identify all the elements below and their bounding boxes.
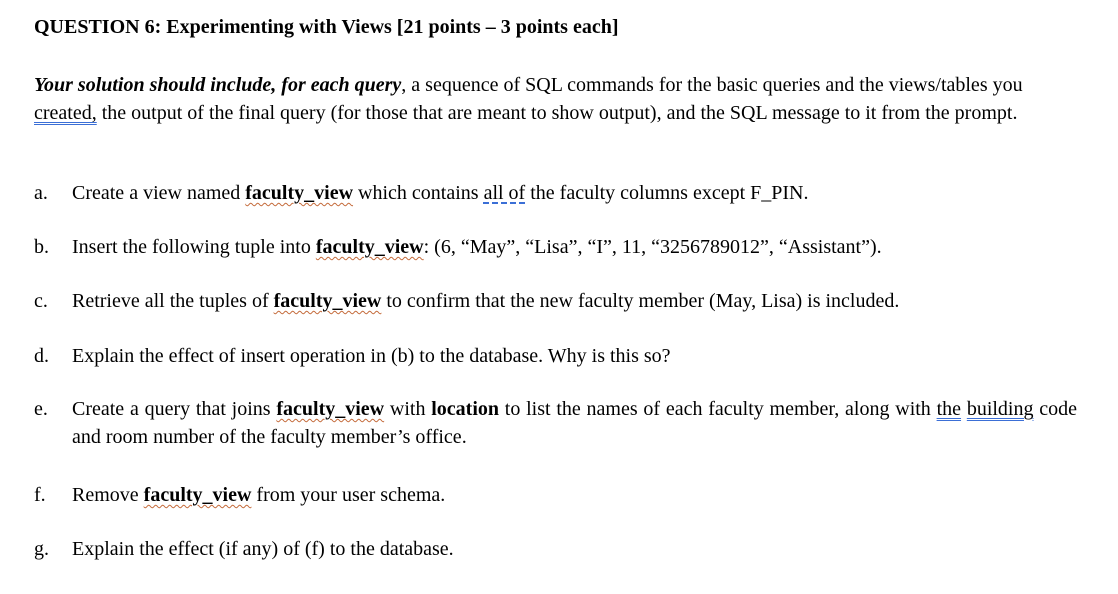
item-letter-b: b. <box>34 236 49 258</box>
spellcheck-faculty-view[interactable]: faculty_view <box>273 290 382 312</box>
list-item-e <box>34 395 1084 451</box>
item-letter-d: d. <box>34 345 49 367</box>
instructions-text-2: the output of the final query (for those that are meant to show output), and the SQL message to it from the prompt. <box>96 102 1018 124</box>
instructions-paragraph <box>34 71 1034 127</box>
item-text-d: Explain the effect of insert operation in (b) to the database. Why is this so? <box>72 345 671 367</box>
item-f-text-pre: Remove <box>72 484 144 506</box>
location-table-name: location <box>431 398 500 420</box>
instructions-lead: Your solution should include, for each query <box>34 74 402 96</box>
item-text-f <box>72 481 1084 509</box>
list-item-b <box>34 233 1084 261</box>
instructions-text-1: , a sequence of SQL commands for the basic queries and the views/tables you <box>401 74 1023 96</box>
item-letter-c: c. <box>34 290 48 312</box>
list-item-d <box>34 342 1084 370</box>
item-e-text-mid: with <box>384 398 432 420</box>
item-e-text-post: to list the names of each faculty member, along with <box>499 398 937 420</box>
item-letter-e: e. <box>34 398 48 420</box>
list-item-c <box>34 287 1084 315</box>
item-a-text-post: the faculty columns except F_PIN. <box>525 182 809 204</box>
item-b-text-pre: Insert the following tuple into <box>72 236 316 258</box>
spellcheck-faculty-view[interactable]: faculty_view <box>276 398 385 420</box>
item-c-text-pre: Retrieve all the tuples of <box>72 290 274 312</box>
item-text-g: Explain the effect (if any) of (f) to the database. <box>72 538 454 560</box>
spellcheck-faculty-view[interactable]: faculty_view <box>143 484 252 506</box>
item-text-c <box>72 287 1084 315</box>
item-e-text-pre: Create a query that joins <box>72 398 277 420</box>
item-text-b <box>72 233 1084 261</box>
item-f-text-post: from your user schema. <box>251 484 446 506</box>
grammar-flag-created[interactable]: created, <box>34 102 97 124</box>
question-title: QUESTION 6: Experimenting with Views [21 points – 3 points each] <box>34 16 619 38</box>
grammar-flag-the[interactable]: the <box>936 398 962 420</box>
item-letter-f: f. <box>34 484 46 506</box>
spellcheck-faculty-view[interactable]: faculty_view <box>245 182 354 204</box>
grammar-flag-all-of[interactable]: all of <box>483 182 526 204</box>
item-a-text-mid: which contains <box>353 182 484 204</box>
list-item-g <box>34 535 1084 563</box>
spellcheck-faculty-view[interactable]: faculty_view <box>315 236 424 258</box>
item-text-e <box>72 395 1077 451</box>
item-b-text-post: : (6, “May”, “Lisa”, “I”, 11, “3256789012”, “Assistant”). <box>423 236 882 258</box>
item-text-a <box>72 179 1084 207</box>
list-item-f <box>34 481 1084 509</box>
grammar-flag-building[interactable]: building <box>966 398 1034 420</box>
item-letter-a: a. <box>34 182 48 204</box>
item-a-text-pre: Create a view named <box>72 182 246 204</box>
item-letter-g: g. <box>34 538 49 560</box>
list-item-a <box>34 179 1084 207</box>
item-c-text-post: to confirm that the new faculty member (May, Lisa) is included. <box>381 290 900 312</box>
item-e-text-tail: code and room number of the faculty member’s office. <box>72 398 1078 448</box>
